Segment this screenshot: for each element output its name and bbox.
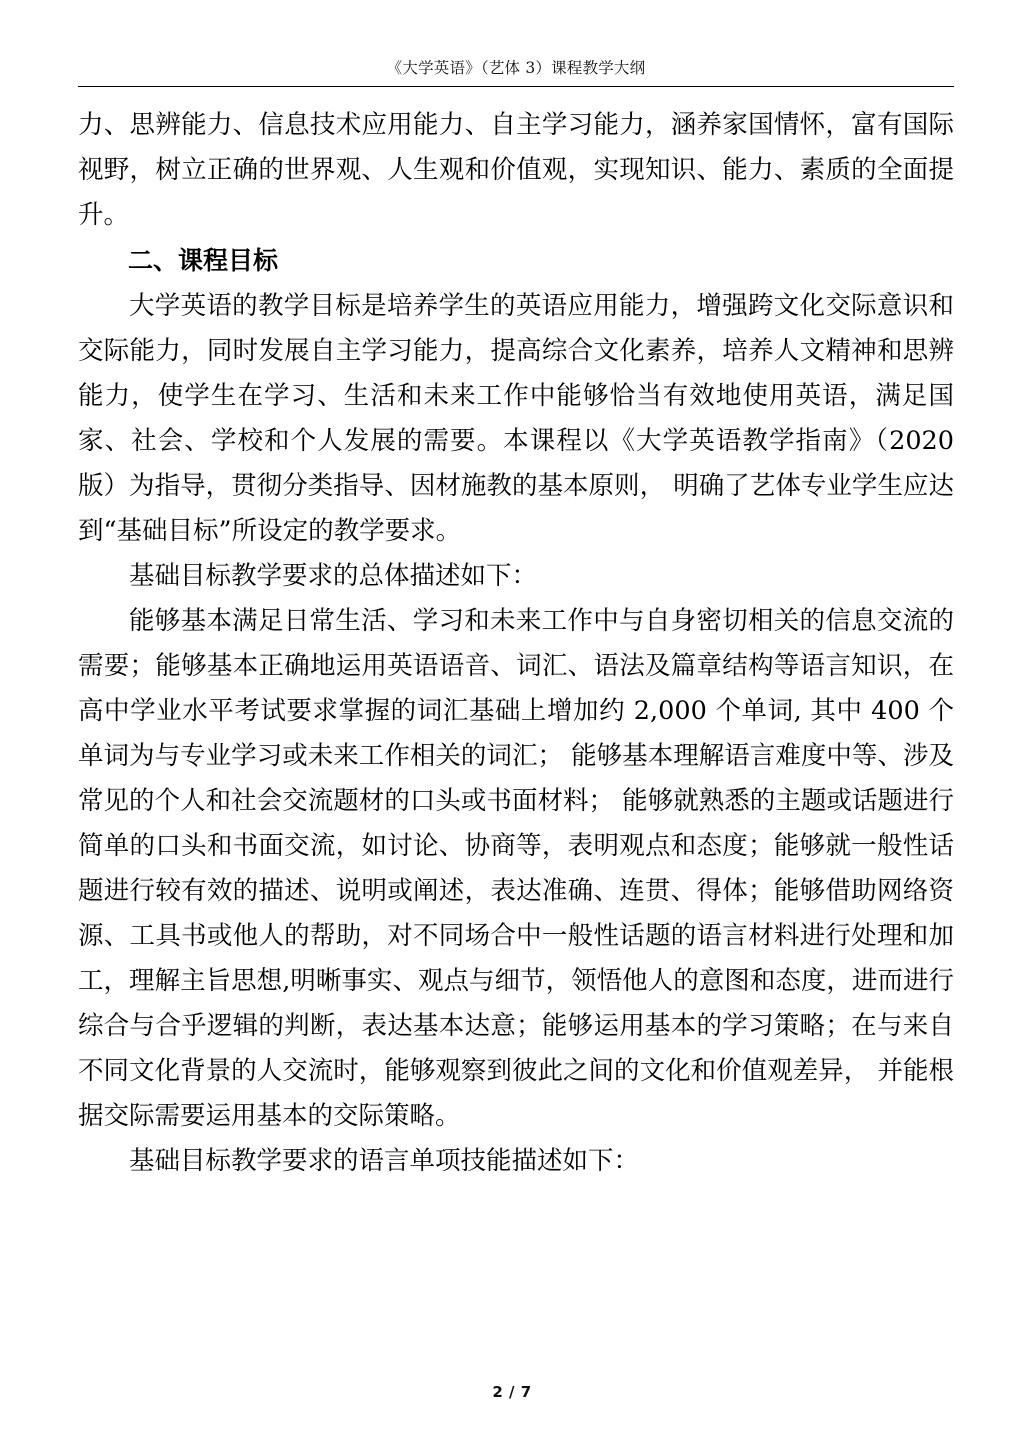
- paragraph-basic-goal-body: 能够基本满足日常生活、学习和未来工作中与自身密切相关的信息交流的需要；能够基本正确地运用英语语音、词汇、语法及篇章结构等语言知识，在高中学业水平考试要求掌握的词汇基础上增加约 2,000 个单词, 其中 400 个单词为与专业学习或未来工作相关的词汇； 能够基本理解语言难度中等、涉及常见的个人和社会交流题材的口头或书面材料； 能够就熟悉的主题或话题进行简单的口头和书面交流，如讨论、协商等，表明观点和态度；能够就一般性话题进行较有效的描述、说明或阐述，表达准确、连贯、得体；能够借助网络资源、工具书或他人的帮助，对不同场合中一般性话题的语言材料进行处理和加工，理解主旨思想,明晰事实、观点与细节，领悟他人的意图和态度，进而进行综合与合乎逻辑的判断，表达基本达意；能够运用基本的学习策略；在与来自不同文化背景的人交流时，能够观察到彼此之间的文化和价值观差异， 并能根据交际需要运用基本的交际策略。: [78, 605, 954, 1131]
- section-heading-course-objectives: 二、课程目标: [128, 245, 279, 275]
- paragraph-basic-goal-lead: 基础目标教学要求的总体描述如下：: [129, 560, 538, 591]
- paragraph-skills-lead: 基础目标教学要求的语言单项技能描述如下：: [129, 1145, 640, 1176]
- document-body: [78, 103, 954, 1184]
- paragraph-continuation: 力、思辨能力、信息技术应用能力、自主学习能力，涵养家国情怀，富有国际视野，树立正确的世界观、人生观和价值观，实现知识、能力、素质的全面提升。: [78, 109, 954, 230]
- paragraph-objectives-overview: 大学英语的教学目标是培养学生的英语应用能力，增强跨文化交际意识和交际能力，同时发展自主学习能力，提高综合文化素养，培养人文精神和思辨能力，使学生在学习、生活和未来工作中能够恰当有效地使用英语，满足国家、社会、学校和个人发展的需要。本课程以《大学英语教学指南》（2020 版）为指导，贯彻分类指导、因材施教的基本原则， 明确了艺体专业学生应达到“基础目标”所设定的教学要求。: [78, 290, 954, 546]
- header-divider: [78, 86, 954, 87]
- page-content-area: [78, 58, 954, 1387]
- page-header: [78, 58, 954, 86]
- header-title: 《大学英语》（艺体 3）课程教学大纲: [386, 59, 646, 77]
- page-footer: [0, 1383, 1024, 1401]
- page-number: 2 / 7: [492, 1383, 532, 1401]
